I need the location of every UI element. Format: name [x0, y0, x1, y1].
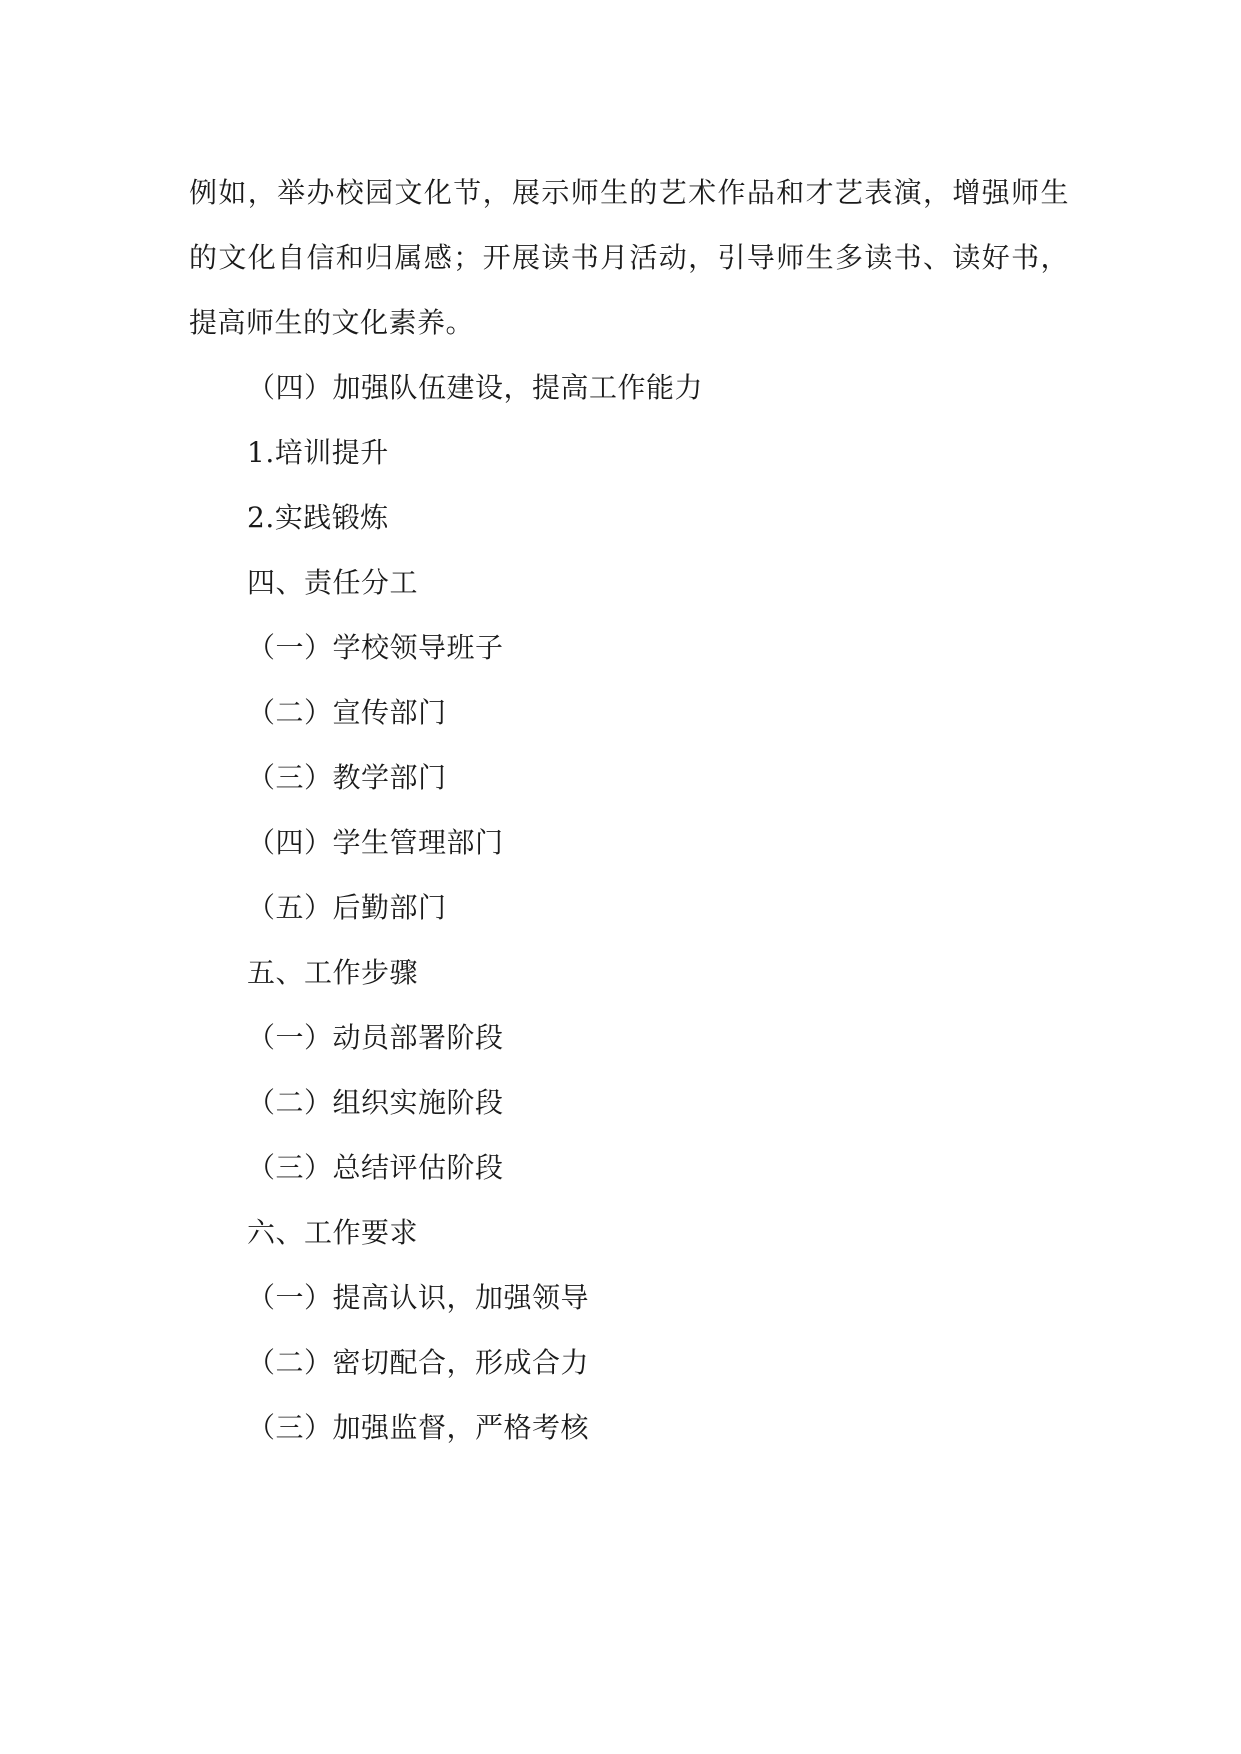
- item-implementation-stage: （二）组织实施阶段: [247, 1086, 504, 1119]
- heading-team-building: （四）加强队伍建设，提高工作能力: [247, 371, 704, 404]
- item-publicity-dept: （二）宣传部门: [247, 696, 447, 729]
- section-work-requirements: 六、工作要求: [247, 1216, 419, 1249]
- section-work-steps: 五、工作步骤: [247, 956, 419, 989]
- item-logistics-dept: （五）后勤部门: [247, 891, 447, 924]
- item-evaluation-stage: （三）总结评估阶段: [247, 1151, 504, 1184]
- item-school-leadership: （一）学校领导班子: [247, 631, 504, 664]
- section-responsibilities: 四、责任分工: [247, 566, 419, 599]
- body-paragraph: 例如，举办校园文化节，展示师生的艺术作品和才艺表演，增强师生的文化自信和归属感；开展读书月活动，引导师生多读书、读好书，提高师生的文化素养。: [189, 176, 1069, 339]
- item-teaching-dept: （三）教学部门: [247, 761, 447, 794]
- item-raise-awareness: （一）提高认识，加强领导: [247, 1281, 590, 1314]
- item-student-affairs-dept: （四）学生管理部门: [247, 826, 504, 859]
- item-mobilization-stage: （一）动员部署阶段: [247, 1021, 504, 1054]
- item-strict-supervision: （三）加强监督，严格考核: [247, 1411, 590, 1444]
- document-body: [189, 160, 1069, 1460]
- item-training: 1.培训提升: [247, 436, 389, 469]
- item-close-cooperation: （二）密切配合，形成合力: [247, 1346, 590, 1379]
- item-practice: 2.实践锻炼: [247, 501, 389, 534]
